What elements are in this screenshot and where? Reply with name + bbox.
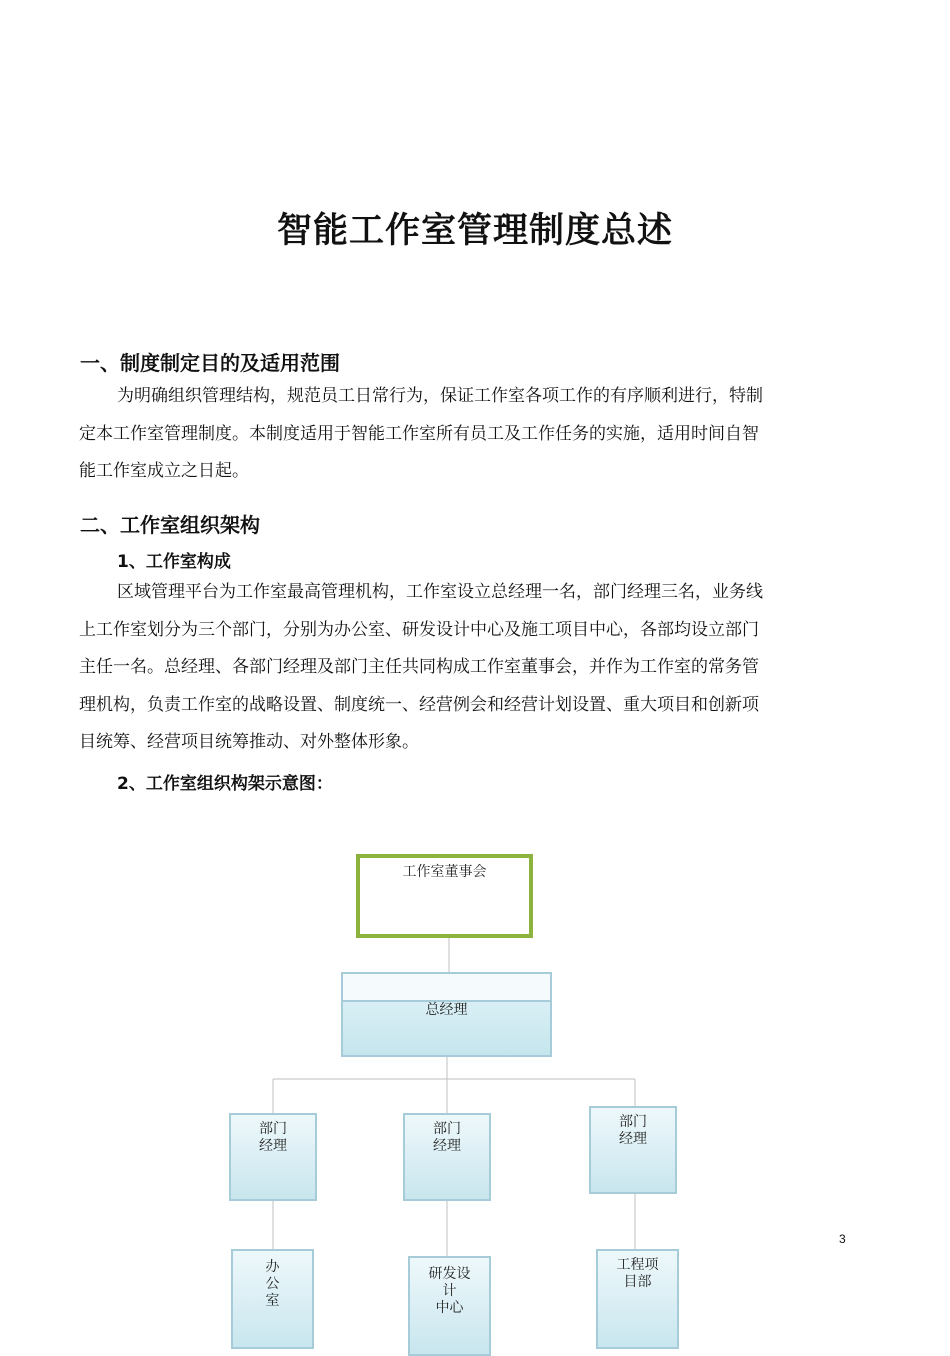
board-label: 工作室董事会 bbox=[402, 864, 487, 880]
paragraph-line: 理机构，负责工作室的战略设置、制度统一、经营例会和经营计划设置、重大项目和创新项 bbox=[79, 694, 759, 715]
paragraph-line: 上工作室划分为三个部门，分别为办公室、研发设计中心及施工项目中心，各部均设立部门 bbox=[79, 619, 759, 640]
paragraph-line: 定本工作室管理制度。本制度适用于智能工作室所有员工及工作任务的实施，适用时间自智 bbox=[79, 423, 759, 444]
gm-header-band bbox=[343, 974, 550, 1002]
manager-box-3: 部门 经理 bbox=[589, 1106, 677, 1194]
document-title: 智能工作室管理制度总述 bbox=[276, 211, 673, 251]
paragraph-line: 区域管理平台为工作室最高管理机构，工作室设立总经理一名，部门经理三名，业务线 bbox=[117, 582, 763, 602]
paragraph-line: 为明确组织管理结构，规范员工日常行为，保证工作室各项工作的有序顺利进行，特制 bbox=[117, 386, 763, 406]
paragraph-line: 能工作室成立之日起。 bbox=[79, 461, 249, 481]
general-manager-box bbox=[341, 972, 552, 1057]
section1-heading: 一、制度制定目的及适用范围 bbox=[80, 351, 340, 375]
manager-box-2: 部门 经理 bbox=[403, 1113, 491, 1201]
paragraph-line: 目统筹、经营项目统筹推动、对外整体形象。 bbox=[79, 732, 419, 752]
paragraph-line: 主任一名。总经理、各部门经理及部门主任共同构成工作室董事会，并作为工作室的常务管 bbox=[79, 657, 759, 677]
general-manager-label: 总经理 bbox=[425, 1002, 468, 1018]
section2-heading: 二、工作室组织架构 bbox=[80, 513, 260, 537]
department-box-rd: 研发设 计 中心 bbox=[408, 1256, 491, 1356]
manager-box-1: 部门 经理 bbox=[229, 1113, 317, 1201]
department-box-engineering: 工程项 目部 bbox=[596, 1249, 679, 1349]
board-box bbox=[356, 854, 533, 938]
department-box-office: 办 公 室 bbox=[231, 1249, 314, 1349]
subsection2-heading: 2、工作室组织构架示意图： bbox=[117, 774, 333, 794]
page-number: 3 bbox=[839, 1232, 846, 1246]
subsection1-heading: 1、工作室构成 bbox=[117, 552, 231, 572]
